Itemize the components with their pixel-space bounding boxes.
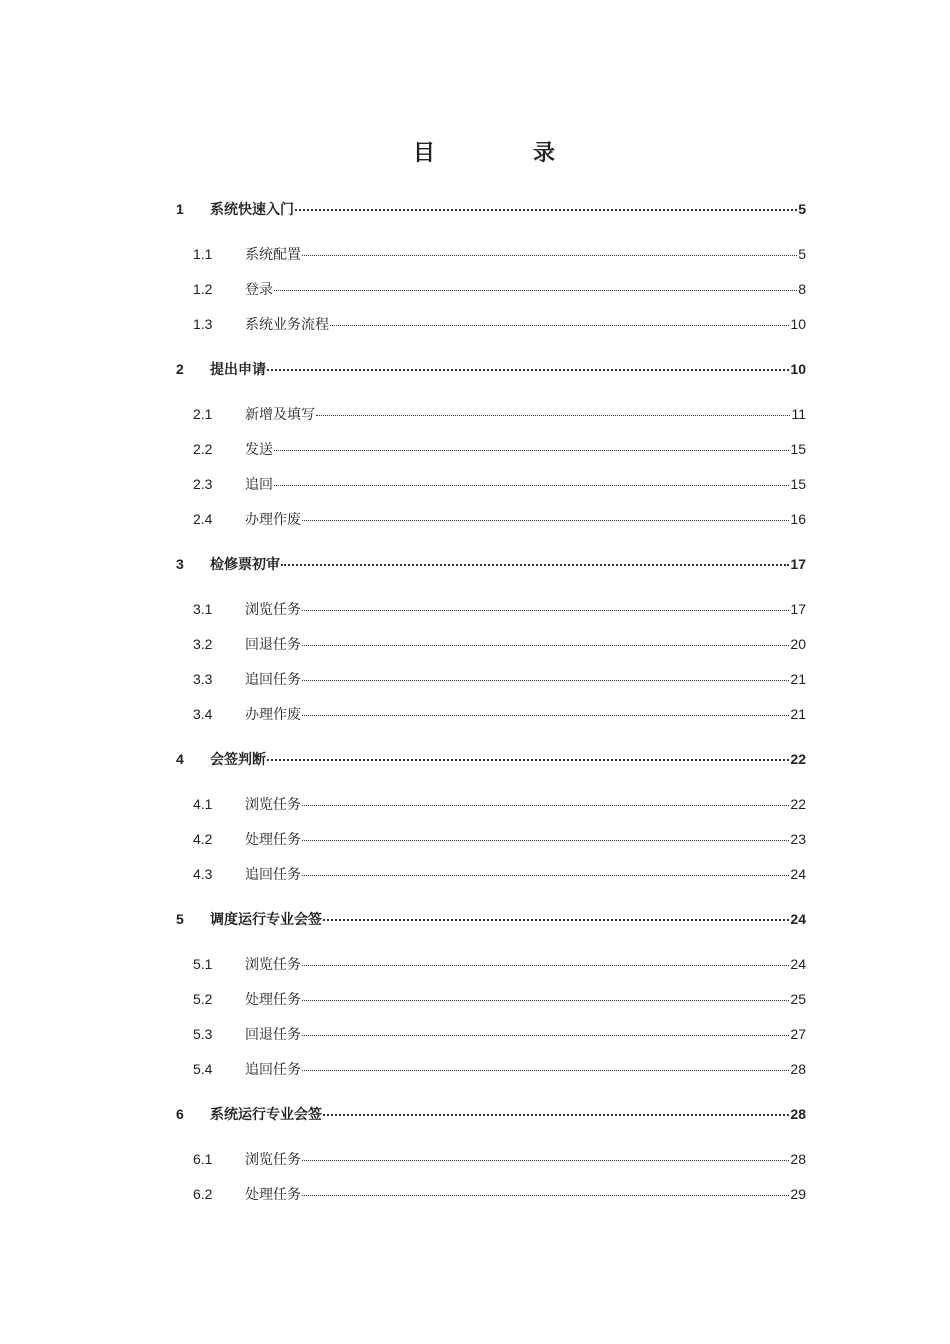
- toc-entry-label: 系统快速入门: [210, 201, 294, 217]
- toc-entry-label: 浏览任务: [245, 601, 301, 617]
- toc-section-entry[interactable]: [193, 864, 806, 884]
- toc-section-entry[interactable]: [193, 1149, 806, 1169]
- toc-entry-page-number: 29: [790, 1186, 806, 1202]
- toc-entry-page-number: 10: [790, 316, 806, 332]
- toc-section-entry[interactable]: [193, 634, 806, 654]
- toc-section-entry[interactable]: [193, 829, 806, 849]
- toc-entry-page-number: 15: [790, 476, 806, 492]
- toc-dot-leader: [302, 1070, 789, 1071]
- toc-entry-number: 2: [176, 361, 184, 377]
- toc-entry-label: 调度运行专业会签: [210, 911, 322, 927]
- toc-dot-leader: [316, 415, 790, 416]
- toc-entry-page-number: 22: [790, 751, 806, 767]
- toc-entry-number: 6.2: [193, 1186, 213, 1202]
- toc-entry-page-number: 23: [790, 831, 806, 847]
- toc-section-entry[interactable]: [193, 599, 806, 619]
- toc-entry-page-number: 17: [790, 556, 806, 572]
- toc-section-entry[interactable]: [193, 244, 806, 264]
- toc-entry-label: 回退任务: [245, 1026, 301, 1042]
- toc-dot-leader: [302, 610, 789, 611]
- toc-chapter-entry[interactable]: [176, 749, 806, 769]
- toc-dot-leader: [323, 1114, 789, 1116]
- toc-entry-page-number: 5: [798, 246, 806, 262]
- toc-entry-label: 会签判断: [210, 751, 266, 767]
- toc-entry-number: 3.3: [193, 671, 213, 687]
- toc-entry-page-number: 20: [790, 636, 806, 652]
- toc-section-entry[interactable]: [193, 509, 806, 529]
- toc-entry-label: 提出申请: [210, 361, 266, 377]
- toc-chapter-entry[interactable]: [176, 1104, 806, 1124]
- toc-dot-leader: [267, 369, 789, 371]
- toc-entry-number: 6.1: [193, 1151, 213, 1167]
- toc-section-entry[interactable]: [193, 314, 806, 334]
- toc-entry-number: 4: [176, 751, 184, 767]
- toc-dot-leader: [281, 564, 789, 566]
- toc-entry-page-number: 24: [790, 866, 806, 882]
- toc-entry-page-number: 28: [790, 1106, 806, 1122]
- toc-dot-leader: [302, 965, 789, 966]
- toc-entry-page-number: 21: [790, 671, 806, 687]
- toc-entry-page-number: 8: [798, 281, 806, 297]
- toc-entry-number: 5.4: [193, 1061, 213, 1077]
- toc-dot-leader: [274, 290, 797, 291]
- toc-entry-page-number: 16: [790, 511, 806, 527]
- toc-entry-number: 5.3: [193, 1026, 213, 1042]
- toc-entry-page-number: 28: [790, 1061, 806, 1077]
- toc-entry-page-number: 10: [790, 361, 806, 377]
- toc-entry-label: 处理任务: [245, 991, 301, 1007]
- toc-section-entry[interactable]: [193, 1059, 806, 1079]
- toc-dot-leader: [302, 255, 797, 256]
- toc-section-entry[interactable]: [193, 669, 806, 689]
- toc-entry-label: 新增及填写: [245, 406, 315, 422]
- toc-dot-leader: [302, 520, 789, 521]
- toc-entry-page-number: 25: [790, 991, 806, 1007]
- toc-entry-number: 1: [176, 201, 184, 217]
- toc-dot-leader: [302, 875, 789, 876]
- toc-entry-number: 5.2: [193, 991, 213, 1007]
- toc-dot-leader: [302, 715, 789, 716]
- toc-entry-label: 浏览任务: [245, 1151, 301, 1167]
- toc-section-entry[interactable]: [193, 989, 806, 1009]
- toc-entry-number: 3: [176, 556, 184, 572]
- toc-entry-number: 3.4: [193, 706, 213, 722]
- toc-entry-label: 浏览任务: [245, 956, 301, 972]
- toc-entry-label: 追回: [245, 476, 273, 492]
- toc-entry-page-number: 11: [791, 406, 806, 422]
- toc-entry-label: 系统运行专业会签: [210, 1106, 322, 1122]
- toc-entry-page-number: 24: [790, 911, 806, 927]
- toc-dot-leader: [274, 485, 789, 486]
- toc-section-entry[interactable]: [193, 954, 806, 974]
- toc-dot-leader: [295, 209, 797, 211]
- toc-chapter-entry[interactable]: [176, 554, 806, 574]
- toc-entry-page-number: 28: [790, 1151, 806, 1167]
- toc-dot-leader: [302, 645, 789, 646]
- toc-dot-leader: [302, 680, 789, 681]
- toc-entry-number: 4.2: [193, 831, 213, 847]
- toc-section-entry[interactable]: [193, 1184, 806, 1204]
- toc-entry-page-number: 22: [790, 796, 806, 812]
- toc-chapter-entry[interactable]: [176, 199, 806, 219]
- toc-entry-label: 办理作废: [245, 511, 301, 527]
- toc-section-entry[interactable]: [193, 474, 806, 494]
- toc-entry-page-number: 27: [790, 1026, 806, 1042]
- toc-entry-label: 浏览任务: [245, 796, 301, 812]
- toc-chapter-entry[interactable]: [176, 359, 806, 379]
- toc-dot-leader: [323, 919, 789, 921]
- toc-entry-label: 办理作废: [245, 706, 301, 722]
- toc-entry-number: 3.2: [193, 636, 213, 652]
- toc-entry-label: 追回任务: [245, 1061, 301, 1077]
- toc-entry-number: 5: [176, 911, 184, 927]
- toc-section-entry[interactable]: [193, 1024, 806, 1044]
- toc-entry-number: 1.2: [193, 281, 213, 297]
- toc-dot-leader: [274, 450, 789, 451]
- toc-entry-number: 2.3: [193, 476, 213, 492]
- toc-entry-number: 4.3: [193, 866, 213, 882]
- toc-entry-number: 5.1: [193, 956, 213, 972]
- toc-entry-page-number: 17: [790, 601, 806, 617]
- toc-entry-page-number: 5: [798, 201, 806, 217]
- toc-section-entry[interactable]: [193, 279, 806, 299]
- toc-entry-label: 系统配置: [245, 246, 301, 262]
- toc-dot-leader: [302, 840, 789, 841]
- toc-section-entry[interactable]: [193, 794, 806, 814]
- toc-entry-label: 处理任务: [245, 831, 301, 847]
- toc-section-entry[interactable]: [193, 404, 806, 424]
- toc-dot-leader: [302, 1000, 789, 1001]
- toc-chapter-entry[interactable]: [176, 909, 806, 929]
- toc-entry-number: 6: [176, 1106, 184, 1122]
- toc-dot-leader: [330, 325, 789, 326]
- toc-entry-page-number: 21: [790, 706, 806, 722]
- toc-section-entry[interactable]: [193, 704, 806, 724]
- toc-entry-label: 检修票初审: [210, 556, 280, 572]
- toc-dot-leader: [302, 805, 789, 806]
- toc-entry-number: 2.4: [193, 511, 213, 527]
- toc-entry-label: 登录: [245, 281, 273, 297]
- toc-entry-label: 发送: [245, 441, 273, 457]
- toc-dot-leader: [302, 1035, 789, 1036]
- toc-entry-label: 回退任务: [245, 636, 301, 652]
- page-title: 目 录: [412, 140, 593, 166]
- toc-dot-leader: [302, 1160, 789, 1161]
- toc-entry-number: 1.3: [193, 316, 213, 332]
- toc-entry-label: 系统业务流程: [245, 316, 329, 332]
- toc-dot-leader: [302, 1195, 789, 1196]
- toc-entry-number: 3.1: [193, 601, 213, 617]
- toc-entry-number: 1.1: [193, 246, 213, 262]
- toc-entry-number: 2.1: [193, 406, 213, 422]
- toc-entry-page-number: 15: [790, 441, 806, 457]
- toc-dot-leader: [267, 759, 789, 761]
- toc-entry-number: 4.1: [193, 796, 213, 812]
- toc-entry-label: 处理任务: [245, 1186, 301, 1202]
- toc-entry-label: 追回任务: [245, 671, 301, 687]
- toc-entry-label: 追回任务: [245, 866, 301, 882]
- toc-section-entry[interactable]: [193, 439, 806, 459]
- toc-entry-number: 2.2: [193, 441, 213, 457]
- toc-entry-page-number: 24: [790, 956, 806, 972]
